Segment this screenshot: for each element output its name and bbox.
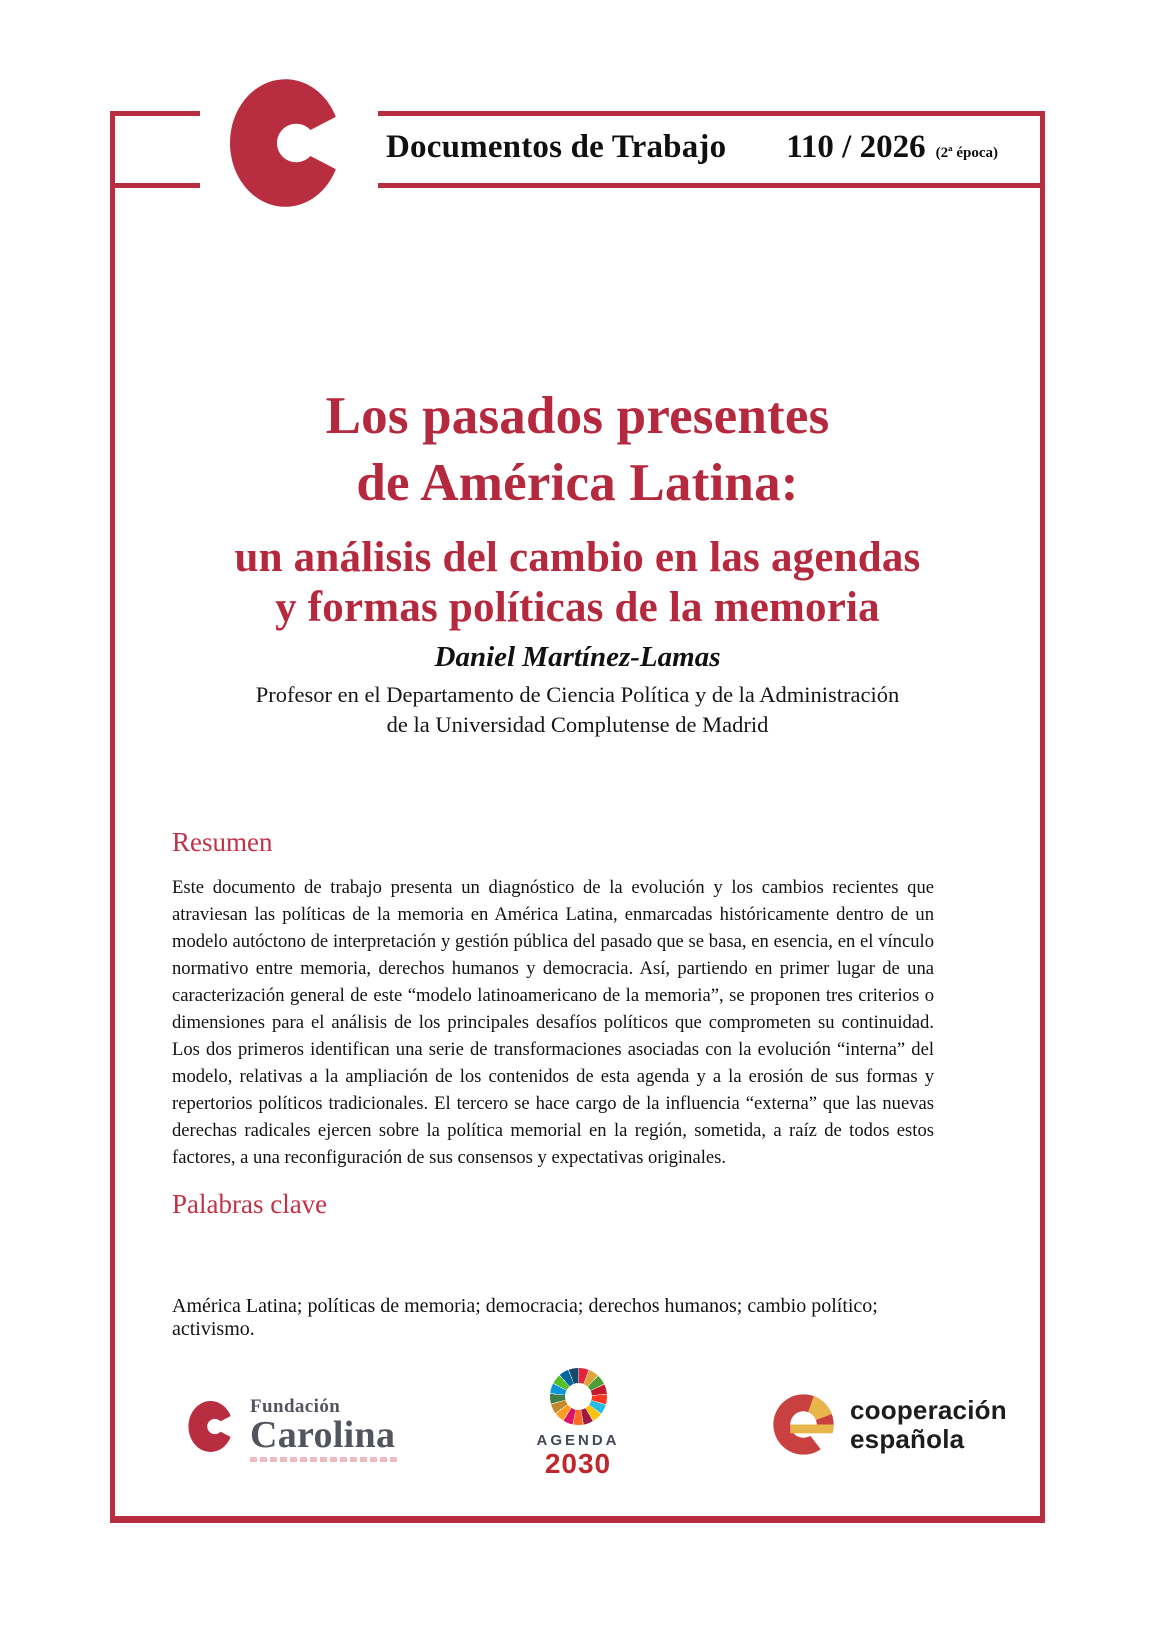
carolina-tagline-strip [250, 1457, 398, 1462]
cooperacion-espanola-logo [772, 1393, 1007, 1456]
doc-subtitle-line-1: un análisis del cambio en las agendas [234, 533, 921, 581]
abstract-body: Este documento de trabajo presenta un diagnóstico de la evolución y los cambios recientes que atraviesan las políticas de la memoria en América Latina, enmarcadas históricamente dentro de un modelo autóctono de interpretación y gestión pública del pasado que se basa, en esencia, en el vínculo normativo entre memoria, derechos humanos y democracia. Así, partiendo en primer lugar de una caracterización general de este “modelo latinoamericano de la memoria”, se proponen tres criterios o dimensiones para el análisis de los principales desafíos políticos que comprometen su continuidad. Los dos primeros identifican una serie de transformaciones asociadas con la evolución “interna” del modelo, relativas a la ampliación de los contenidos de esta agenda y a la erosión de sus formas y repertorios políticos tradicionales. El tercero se hace cargo de la influencia “externa” que las nuevas derechas radicales ejercen sobre la política memorial en la región, sometida, a raíz de todos estos factores, a una reconfiguración de sus consensos y expectativas originales. [172, 877, 934, 1168]
cooperacion-emblem-icon [772, 1393, 835, 1456]
series-title: Documentos de Trabajo [386, 128, 727, 165]
carolina-c-icon [188, 1400, 236, 1453]
cooperacion-label-line-2: española [850, 1423, 965, 1454]
sdg-wheel-icon [550, 1368, 607, 1425]
fundacion-carolina-logo [188, 1396, 398, 1462]
agenda-label: AGENDA [536, 1432, 620, 1449]
doc-subtitle-line-2: y formas políticas de la memoria [275, 584, 880, 632]
author-affiliation-line-2: de la Universidad Complutense de Madrid [386, 711, 769, 737]
cooperacion-label-line-1: cooperación [850, 1394, 1007, 1425]
agenda-year: 2030 [544, 1448, 612, 1479]
epoch-note: (2ª época) [935, 144, 998, 161]
keywords-body: América Latina; políticas de memoria; democracia; derechos humanos; cambio político; activismo. [172, 1295, 878, 1340]
author-block [115, 641, 1040, 740]
agenda-2030-logo [527, 1368, 629, 1480]
abstract-heading: Resumen [172, 827, 273, 857]
carolina-wordmark [250, 1396, 398, 1462]
fundacion-label: Fundación [250, 1396, 341, 1417]
carolina-label: Carolina [250, 1414, 396, 1456]
author-affiliation-line-1: Profesor en el Departamento de Ciencia Política y de la Administración [255, 682, 900, 707]
issue-info [786, 129, 998, 166]
carolina-c-logo [200, 74, 378, 212]
doc-title-line-1: Los pasados presentes [325, 387, 830, 445]
author-name: Daniel Martínez-Lamas [434, 641, 721, 673]
cooperacion-wordmark [850, 1396, 1007, 1453]
keywords-heading: Palabras clave [172, 1189, 328, 1219]
header [386, 116, 998, 178]
carolina-c-icon [227, 78, 351, 208]
title-block [115, 383, 1040, 634]
doc-title-line-2: de América Latina: [356, 453, 799, 512]
issue-number: 110 / 2026 [786, 128, 926, 165]
